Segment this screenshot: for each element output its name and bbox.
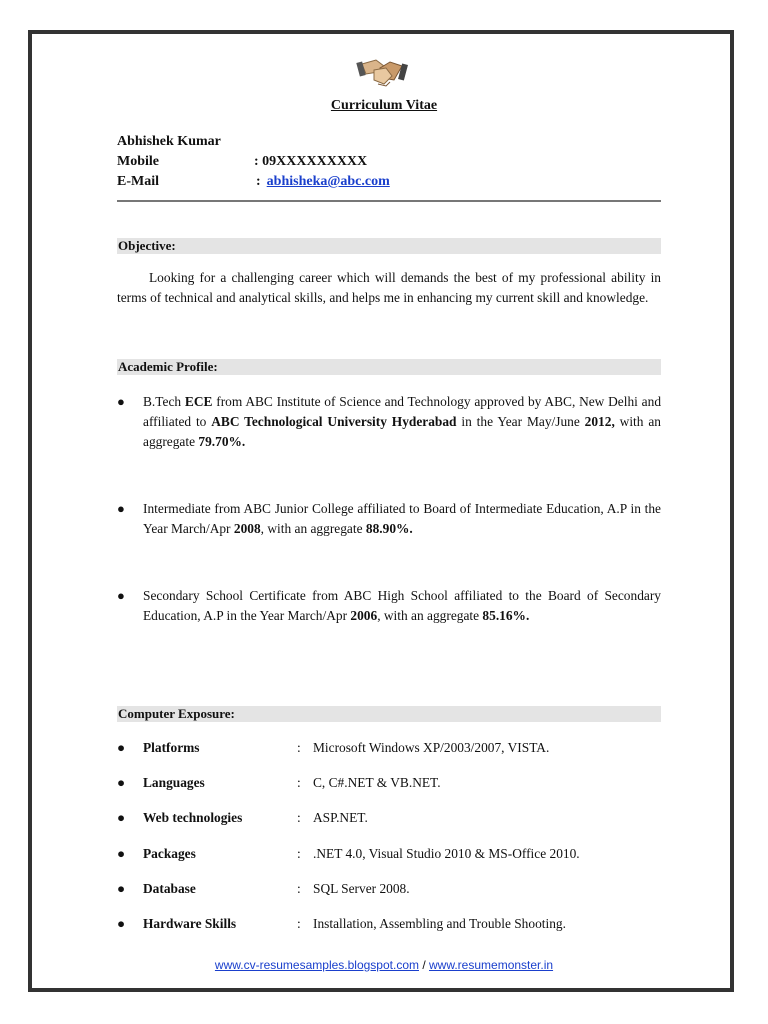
bullet-icon: ● xyxy=(117,740,126,755)
bullet-icon: ● xyxy=(117,810,126,825)
skill-name: Hardware Skills xyxy=(143,916,237,931)
footer-separator: / xyxy=(419,958,430,972)
footer-links xyxy=(0,958,768,972)
skill-name: Database xyxy=(143,881,196,896)
email-colon: : xyxy=(256,174,261,189)
email-label: E-Mail xyxy=(117,174,159,189)
computer-heading: Computer Exposure: xyxy=(117,706,661,722)
skill-name: Platforms xyxy=(143,740,200,755)
handshake-icon xyxy=(356,56,408,92)
academic-item xyxy=(117,499,661,539)
bullet-icon: ● xyxy=(117,501,125,516)
email-row xyxy=(117,172,390,192)
objective-paragraph: Looking for a challenging career which will demands the best of my professional ability in terms of technical and analytical skills, and helps me in enhancing my current skill and knowledge. xyxy=(117,270,661,305)
skill-value: SQL Server 2008. xyxy=(313,881,410,896)
objective-heading: Objective: xyxy=(117,238,661,254)
footer-link-resumemonster[interactable]: www.resumemonster.in xyxy=(429,958,554,972)
bullet-icon: ● xyxy=(117,588,125,603)
contact-block xyxy=(117,132,390,192)
skill-name: Web technologies xyxy=(143,810,243,825)
skill-value: C, C#.NET & VB.NET. xyxy=(313,775,441,790)
mobile-value: : 09XXXXXXXXX xyxy=(254,154,368,169)
academic-item-text: B.Tech ECE from ABC Institute of Science and Technology approved by ABC, New Delhi and affiliated to ABC Technological University Hyderabad in the Year May/June 2012, with an aggregate 79.70%. xyxy=(143,394,662,449)
skill-value: ASP.NET. xyxy=(313,810,368,825)
skill-value: Microsoft Windows XP/2003/2007, VISTA. xyxy=(313,740,550,755)
academic-item xyxy=(117,586,661,626)
bullet-icon: ● xyxy=(117,916,126,931)
email-link[interactable]: abhisheka@abc.com xyxy=(266,174,390,189)
academic-item-text: Secondary School Certificate from ABC High School affiliated to the Board of Secondary Education, A.P in the Year March/Apr 2006, with an aggregate 85.16%. xyxy=(143,588,661,623)
candidate-name: Abhishek Kumar xyxy=(117,134,221,149)
bullet-icon: ● xyxy=(117,846,126,861)
bullet-icon: ● xyxy=(117,775,126,790)
header-divider xyxy=(117,200,661,202)
skill-name: Packages xyxy=(143,846,196,861)
skill-value: Installation, Assembling and Trouble Shooting. xyxy=(313,916,566,931)
cv-title: Curriculum Vitae xyxy=(330,98,438,113)
bullet-icon: ● xyxy=(117,881,126,896)
skill-value: .NET 4.0, Visual Studio 2010 & MS-Office 2010. xyxy=(313,846,580,861)
bullet-icon: ● xyxy=(117,394,125,409)
academic-heading: Academic Profile: xyxy=(117,359,661,375)
academic-item xyxy=(117,392,661,452)
footer-link-cv-resumesamples[interactable]: www.cv-resumesamples.blogspot.com xyxy=(214,958,419,972)
skill-name: Languages xyxy=(143,775,205,790)
objective-text xyxy=(117,268,661,308)
mobile-label: Mobile xyxy=(117,154,159,169)
academic-item-text: Intermediate from ABC Junior College affiliated to Board of Intermediate Education, A.P in the Year March/Apr 2008, with an aggregate 88.90%. xyxy=(143,501,661,536)
mobile-row xyxy=(117,152,390,172)
